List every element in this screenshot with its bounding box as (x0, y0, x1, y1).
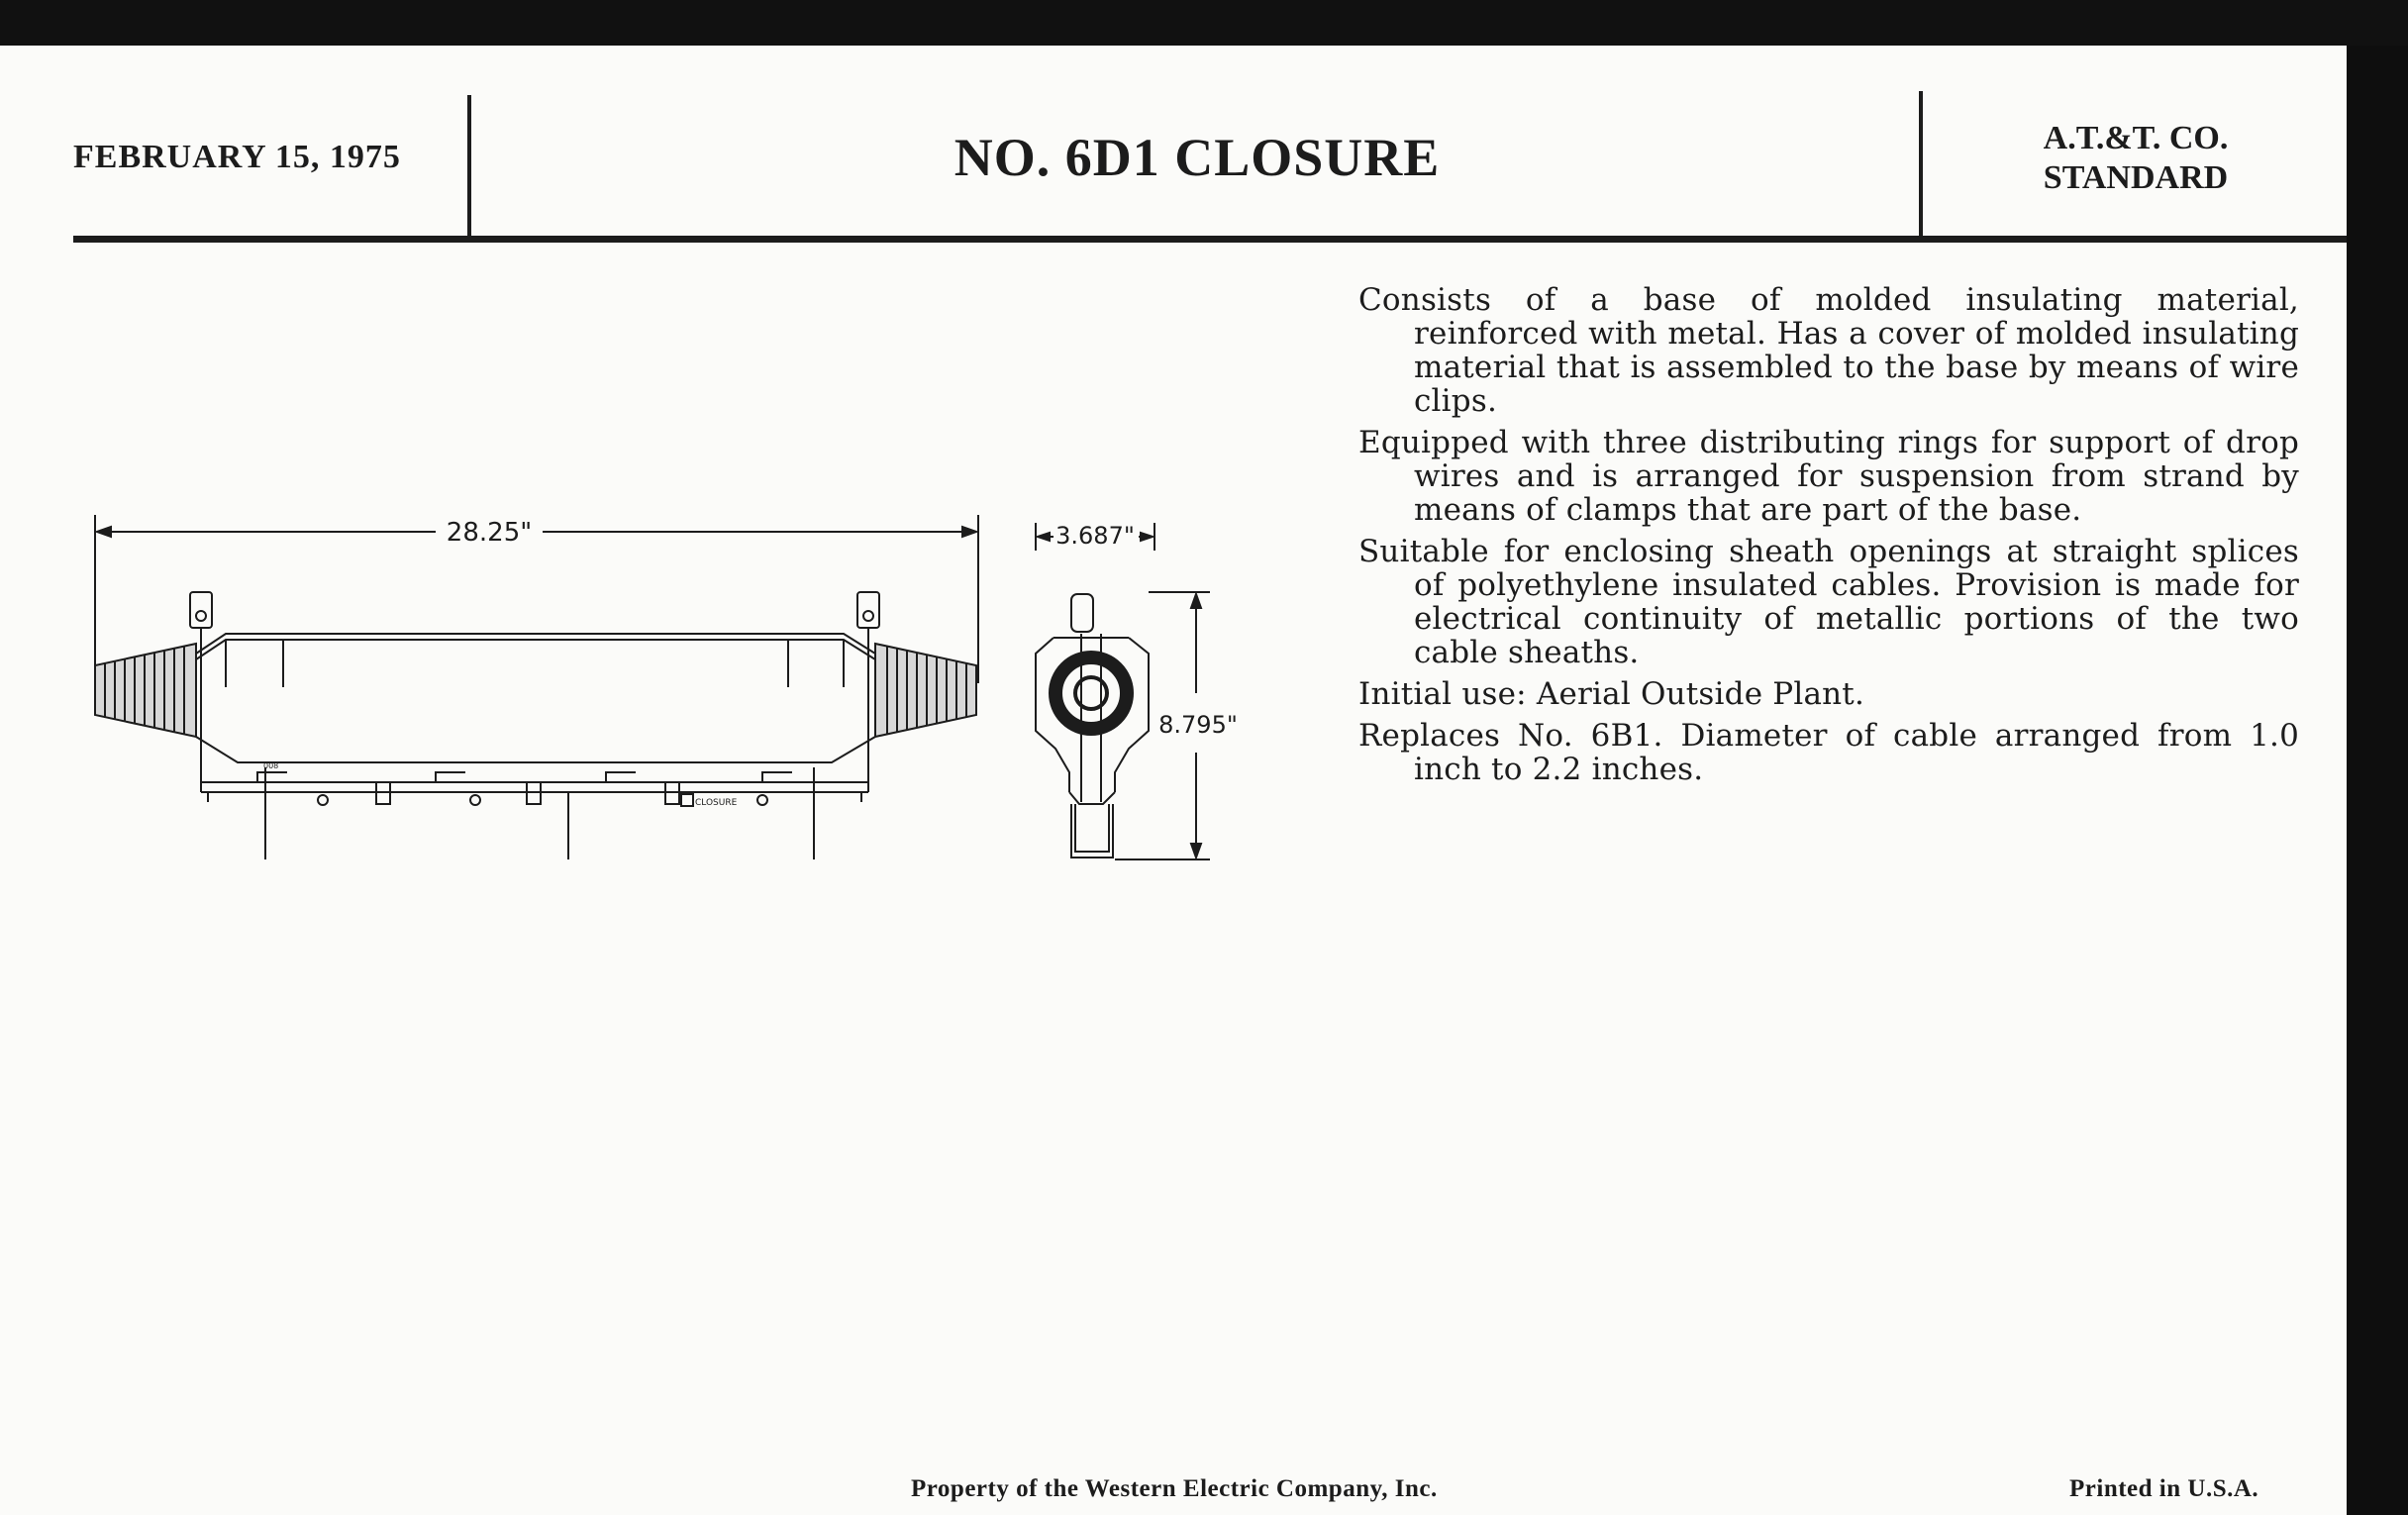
length-dimension (95, 515, 978, 683)
left-cable-cone (95, 644, 196, 737)
height-dimension-label: 8.795" (1158, 711, 1238, 739)
description (1358, 283, 2299, 794)
description-paragraph: Replaces No. 6B1. Diameter of cable arranged from 1.0 inch to 2.2 inches. (1358, 718, 2299, 787)
standard-line-2: STANDARD (2043, 159, 2229, 196)
description-paragraph: Consists of a base of molded insulating material, reinforced with metal. Has a cover of molded insulating material that is assembled to the base by means of wire clips. (1358, 282, 2299, 419)
right-cable-cone (875, 644, 976, 737)
issue-date: FEBRUARY 15, 1975 (73, 139, 401, 175)
footer-property: Property of the Western Electric Company, Inc. (911, 1475, 1438, 1502)
footer-printed: Printed in U.S.A. (2069, 1475, 2259, 1502)
small-label: 008 (263, 761, 279, 770)
description-paragraph: Equipped with three distributing rings for support of drop wires and is arranged for suspension from strand by means of clamps that are part of the base. (1358, 425, 2299, 528)
page-title: NO. 6D1 CLOSURE (953, 128, 1441, 187)
part-label: CLOSURE (695, 798, 738, 808)
description-paragraph: Initial use: Aerial Outside Plant. (1358, 676, 1865, 712)
width-dimension-label: 3.687" (1055, 522, 1135, 550)
length-dimension-label: 28.25" (446, 518, 533, 548)
closure-body (190, 592, 879, 859)
end-view (1036, 594, 1149, 858)
standard-line-1: A.T.&T. CO. (2043, 120, 2229, 156)
description-paragraph: Suitable for enclosing sheath openings at straight splices of polyethylene insulated cables. Provision is made for electrical continuity of metallic portions of the two cable sheaths. (1358, 534, 2299, 670)
